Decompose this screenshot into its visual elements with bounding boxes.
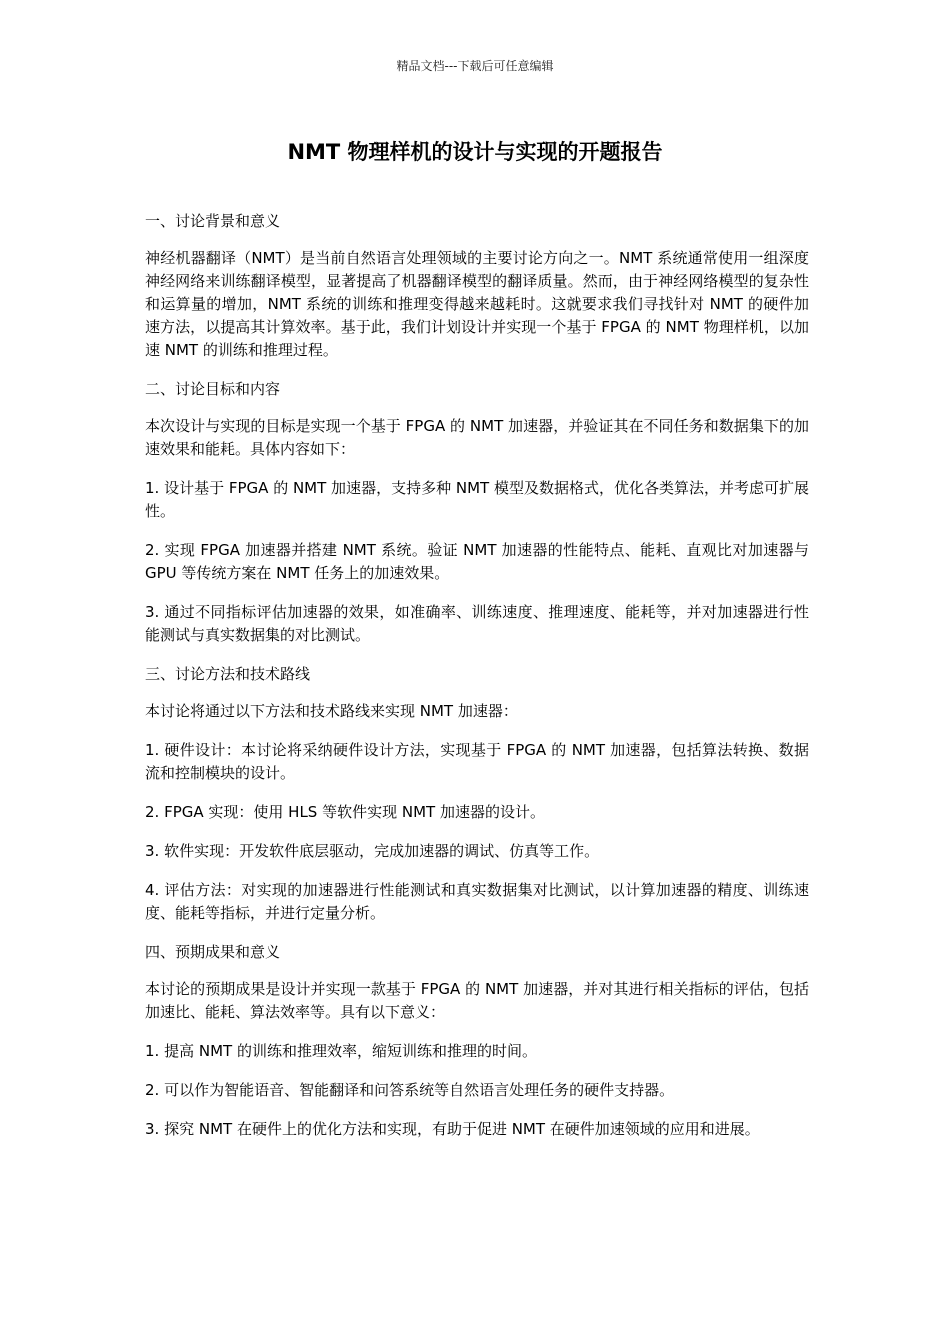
list-item-method-1: 1. 硬件设计：本讨论将采纳硬件设计方法，实现基于 FPGA 的 NMT 加速器，包括算法转换、数据流和控制模块的设计。 [145,741,809,782]
list-item-method-2: 2. FPGA 实现：使用 HLS 等软件实现 NMT 加速器的设计。 [145,803,545,821]
section-heading-methods: 三、讨论方法和技术路线 [145,665,311,683]
document-title: NMT 物理样机的设计与实现的开题报告 [287,140,663,164]
list-item-goal-1: 1. 设计基于 FPGA 的 NMT 加速器，支持多种 NMT 模型及数据格式，优化各类算法，并考虑可扩展性。 [145,479,809,520]
list-item-outcome-3: 3. 探究 NMT 在硬件上的优化方法和实现，有助于促进 NMT 在硬件加速领域的应用和进展。 [145,1120,760,1138]
document-body [145,210,809,1157]
list-item-goal-2: 2. 实现 FPGA 加速器并搭建 NMT 系统。验证 NMT 加速器的性能特点、能耗、直观比对加速器与 GPU 等传统方案在 NMT 任务上的加速效果。 [145,541,809,582]
list-item-method-3: 3. 软件实现：开发软件底层驱动，完成加速器的调试、仿真等工作。 [145,842,600,860]
paragraph-methods-intro: 本讨论将通过以下方法和技术路线来实现 NMT 加速器： [145,702,518,720]
section-heading-outcomes: 四、预期成果和意义 [145,943,281,961]
page-header: 精品文档---下载后可任意编辑 [396,59,554,73]
section-heading-goals: 二、讨论目标和内容 [145,380,281,398]
paragraph-goals-intro: 本次设计与实现的目标是实现一个基于 FPGA 的 NMT 加速器，并验证其在不同任务和数据集下的加速效果和能耗。具体内容如下： [145,417,809,458]
paragraph-background: 神经机器翻译（NMT）是当前自然语言处理领域的主要讨论方向之一。NMT 系统通常使用一组深度神经网络来训练翻译模型，显著提高了机器翻译模型的翻译质量。然而，由于神经网络模型的复杂性和运算量的增加，NMT 系统的训练和推理变得越来越耗时。这就要求我们寻找针对 NMT 的硬件加速方法，以提高其计算效率。基于此，我们计划设计并实现一个基于 FPGA 的 NMT 物理样机，以加速 NMT 的训练和推理过程。 [145,249,809,359]
paragraph-outcomes-intro: 本讨论的预期成果是设计并实现一款基于 FPGA 的 NMT 加速器，并对其进行相关指标的评估，包括加速比、能耗、算法效率等。具有以下意义： [145,980,809,1021]
list-item-outcome-1: 1. 提高 NMT 的训练和推理效率，缩短训练和推理的时间。 [145,1042,537,1060]
list-item-goal-3: 3. 通过不同指标评估加速器的效果，如准确率、训练速度、推理速度、能耗等，并对加速器进行性能测试与真实数据集的对比测试。 [145,603,809,644]
list-item-outcome-2: 2. 可以作为智能语音、智能翻译和问答系统等自然语言处理任务的硬件支持器。 [145,1081,675,1099]
section-heading-background: 一、讨论背景和意义 [145,212,281,230]
list-item-method-4: 4. 评估方法：对实现的加速器进行性能测试和真实数据集对比测试，以计算加速器的精度、训练速度、能耗等指标，并进行定量分析。 [145,881,809,922]
